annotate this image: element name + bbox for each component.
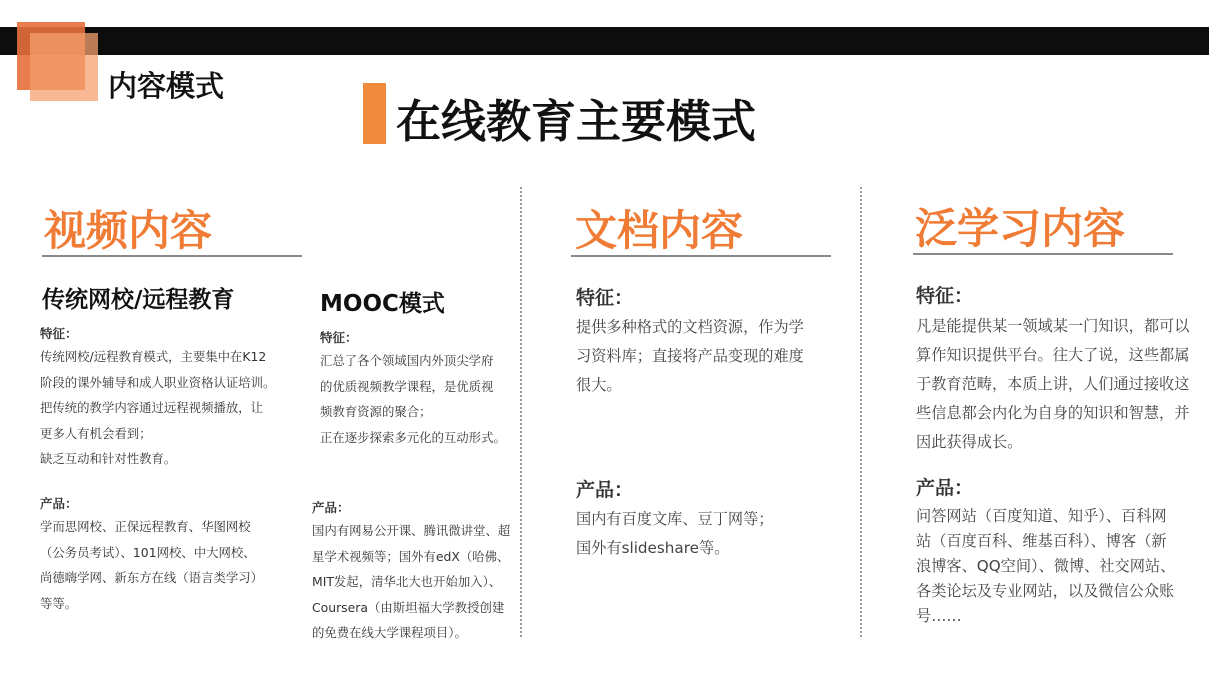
document-title-underline <box>571 255 831 257</box>
document-feature-text <box>576 313 826 400</box>
text-line: 凡是能提供某一领域某一门知识，都可以 <box>916 317 1190 335</box>
text-line: 浪博客、QQ空间）、微博、社交网站、 <box>916 557 1176 575</box>
general-feature-label: 特征： <box>916 285 974 307</box>
traditional-feature-label: 特征： <box>40 326 78 341</box>
text-line: 频教育资源的聚合； <box>320 404 432 419</box>
column-divider-1 <box>520 187 522 637</box>
general-product-label: 产品： <box>916 477 974 499</box>
text-line: （公务员考试）、101网校、中大网校、 <box>40 544 256 560</box>
column-divider-2 <box>860 187 862 637</box>
page-title: 在线教育主要模式 <box>396 95 757 148</box>
mooc-heading: MOOC模式 <box>320 291 445 317</box>
document-content-title: 文档内容 <box>575 206 744 255</box>
video-title-underline <box>42 255 302 257</box>
text-line: 算作知识提供平台。往大了说，这些都属 <box>916 346 1190 364</box>
text-line: 国内有网易公开课、腾讯微讲堂、超 <box>312 523 511 538</box>
mooc-product-label: 产品： <box>312 500 350 515</box>
document-feature-label: 特征： <box>576 287 634 309</box>
document-product-label: 产品： <box>576 479 634 501</box>
traditional-school-heading: 传统网校/远程教育 <box>42 287 235 313</box>
text-line: 更多人有机会看到； <box>40 425 152 441</box>
text-line: 国内有百度文库、豆丁网等； <box>576 510 774 528</box>
video-content-title: 视频内容 <box>44 206 213 255</box>
text-line: 传统网校/远程教育模式，主要集中在K12 <box>40 349 267 364</box>
text-line: Coursera（由斯坦福大学教授创建 <box>312 599 505 615</box>
text-line: MIT发起，清华北大也开始加入）、 <box>312 574 502 589</box>
text-line: 学而思网校、正保远程教育、华图网校 <box>40 519 251 534</box>
text-line: 把传统的教学内容通过远程视频播放，让 <box>40 400 264 415</box>
traditional-feature-text <box>40 344 310 472</box>
section-label: 内容模式 <box>108 69 225 103</box>
text-line: 号…… <box>916 607 962 625</box>
text-line: 因此获得成长。 <box>916 433 1023 451</box>
traditional-product-label: 产品： <box>40 496 78 511</box>
text-line: 于教育范畴，本质上讲，人们通过接收这 <box>916 375 1190 393</box>
text-line: 问答网站（百度知道、知乎）、百科网 <box>916 507 1167 525</box>
light-orange-square-decoration <box>30 33 98 101</box>
text-line: 提供多种格式的文档资源，作为学 <box>576 318 804 336</box>
document-product-text <box>576 505 826 563</box>
mooc-feature-text <box>320 348 515 450</box>
text-line: 的免费在线大学课程项目）。 <box>312 625 467 640</box>
text-line: 国外有slideshare等。 <box>576 539 730 557</box>
top-black-bar <box>0 27 1209 55</box>
text-line: 习资料库；直接将产品变现的难度 <box>576 347 804 365</box>
traditional-product-text <box>40 514 310 616</box>
text-line: 正在逐步探索多元化的互动形式。 <box>320 429 506 445</box>
text-line: 的优质视频教学课程，是优质视 <box>320 378 494 394</box>
text-line: 等等。 <box>40 595 78 611</box>
text-line: 各类论坛及专业网站，以及微信公众账 <box>916 582 1175 600</box>
text-line: 阶段的课外辅导和成人职业资格认证培训。 <box>40 374 276 390</box>
text-line: 站（百度百科、维基百科）、博客（新 <box>916 532 1167 550</box>
general-learning-title: 泛学习内容 <box>915 204 1126 253</box>
text-line: 缺乏互动和针对性教育。 <box>40 451 177 466</box>
mooc-feature-label: 特征： <box>320 330 358 345</box>
mooc-product-text <box>312 518 512 646</box>
text-line: 些信息都会内化为自身的知识和智慧，并 <box>916 404 1190 422</box>
title-accent-bar <box>363 83 386 144</box>
general-feature-text <box>916 312 1196 457</box>
text-line: 尚德嗨学网、新东方在线（语言类学习） <box>40 570 264 585</box>
general-product-text <box>916 504 1196 629</box>
text-line: 很大。 <box>576 376 622 394</box>
text-line: 星学术视频等；国外有edX（哈佛、 <box>312 548 510 564</box>
text-line: 汇总了各个领域国内外顶尖学府 <box>320 353 494 368</box>
general-title-underline <box>913 253 1173 255</box>
